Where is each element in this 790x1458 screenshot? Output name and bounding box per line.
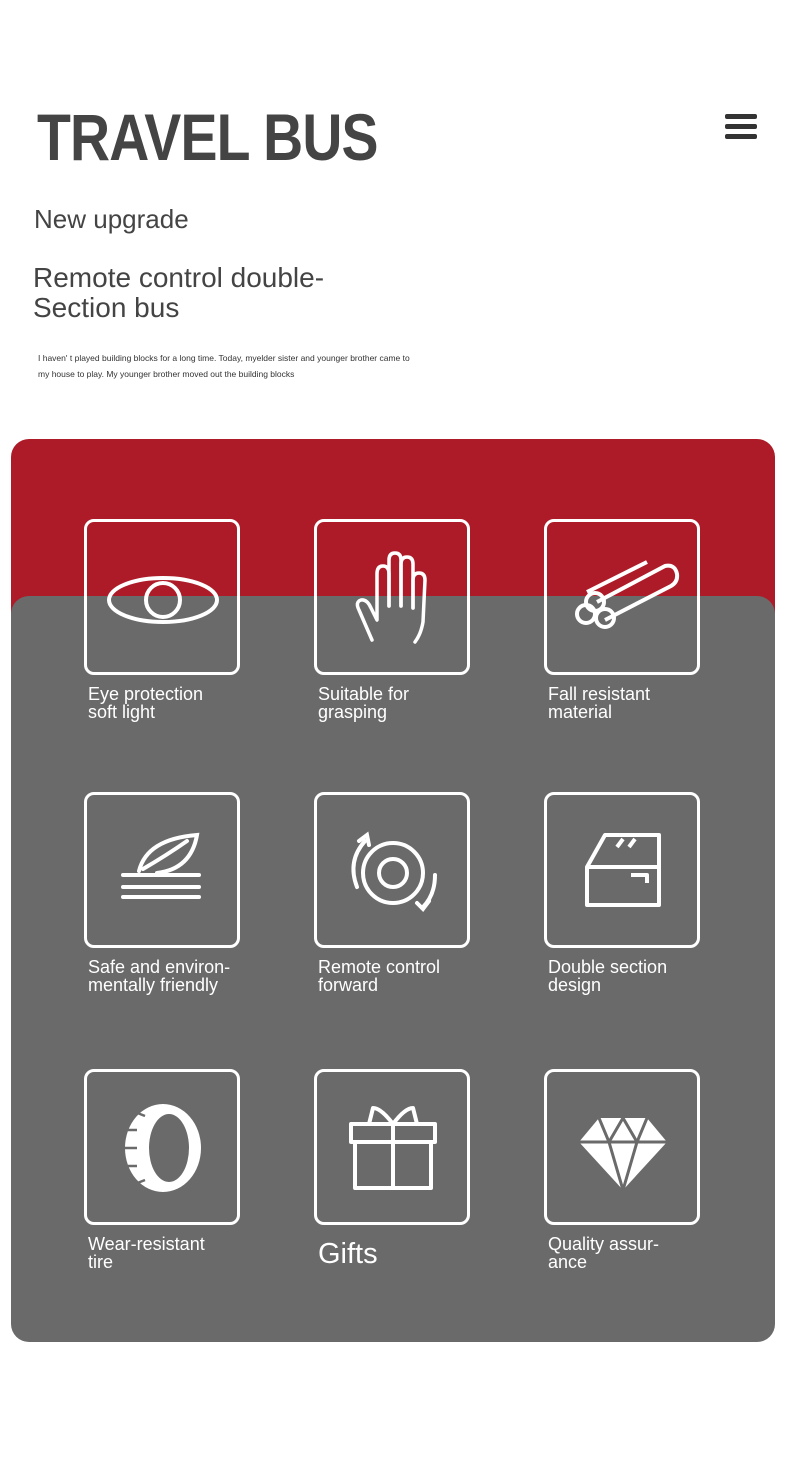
feature-label: Quality assur- ance (548, 1234, 660, 1272)
feature-double-section (544, 792, 754, 994)
feature-label: Remote control forward (318, 957, 441, 995)
product-name: Remote control double- Section bus (33, 262, 325, 323)
feature-icon-box (84, 792, 240, 948)
feature-label: Wear-resistant tire (88, 1234, 205, 1272)
tire-icon (87, 1072, 237, 1222)
hand-icon (317, 522, 467, 672)
feature-grasping (314, 519, 524, 721)
feature-label: Suitable for grasping (318, 684, 410, 722)
feature-icon-box (544, 792, 700, 948)
feature-icon-box (84, 519, 240, 675)
feature-quality (544, 1069, 754, 1271)
feature-remote-control (314, 792, 524, 994)
eye-icon (87, 522, 237, 672)
feature-fall-resistant (544, 519, 754, 721)
feature-icon-box (84, 1069, 240, 1225)
feature-icon-box (544, 1069, 700, 1225)
leaf-icon (87, 795, 237, 945)
feature-tire (84, 1069, 294, 1271)
feature-gifts (314, 1069, 524, 1269)
description: I haven' t played building blocks for a long time. Today, myelder sister and younger brother came to my house to play. My younger brother moved out the building blocks (38, 353, 410, 379)
feature-label: Eye protection soft light (88, 684, 204, 722)
feature-label: Gifts (318, 1238, 378, 1270)
menu-button[interactable] (722, 110, 760, 144)
feature-eye-protection (84, 519, 294, 721)
subtitle: New upgrade (34, 204, 189, 234)
feature-icon-box (314, 519, 470, 675)
rotate-icon (317, 795, 467, 945)
hamburger-menu-icon (725, 114, 757, 119)
feature-icon-box (544, 519, 700, 675)
box-icon (547, 795, 697, 945)
feature-label: Safe and environ- mentally friendly (88, 957, 231, 995)
feature-label: Double section design (548, 957, 668, 995)
feature-icon-box (314, 1069, 470, 1225)
features-panel (11, 439, 775, 1342)
feature-icon-box (314, 792, 470, 948)
page-title: TRAVEL BUS (37, 100, 378, 174)
pipes-icon (547, 522, 697, 672)
feature-eco-friendly (84, 792, 294, 994)
diamond-icon (547, 1072, 697, 1222)
gift-icon (317, 1072, 467, 1222)
feature-label: Fall resistant material (548, 684, 651, 722)
